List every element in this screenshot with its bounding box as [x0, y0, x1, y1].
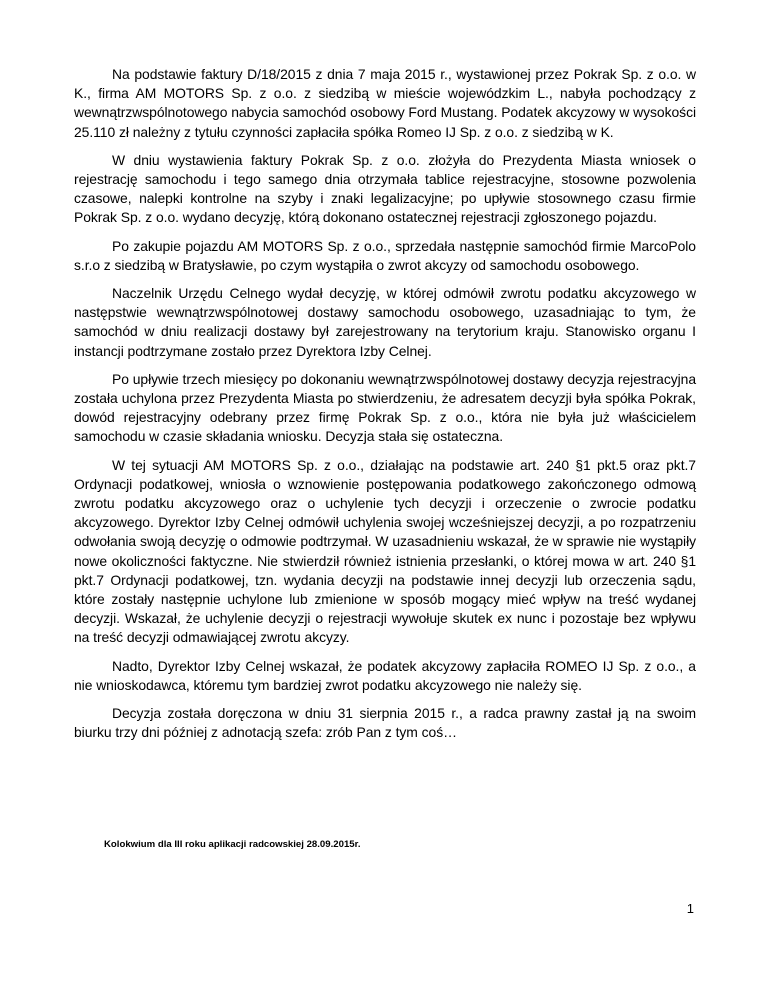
footer-note: Kolokwium dla III roku aplikacji radcowskiej 28.09.2015r.	[104, 839, 361, 850]
page-number: 1	[686, 901, 694, 916]
paragraph-3: Po zakupie pojazdu AM MOTORS Sp. z o.o., sprzedała następnie samochód firmie MarcoPolo s.r.o z siedzibą w Bratysławie, po czym wystąpiła o zwrot akcyzy od samochodu osobowego.	[74, 237, 696, 273]
paragraph-5: Po upływie trzech miesięcy po dokonaniu wewnątrzwspólnotowej dostawy decyzja rejestracyjna została uchylona przez Prezydenta Miasta po stwierdzeniu, że adresatem decyzji była spółka Pokrak, dowód rejestracyjny odebrany przez firmę Pokrak Sp. z o.o., która nie była już właścicielem samochodu w czasie składania wniosku. Decyzja stała się ostateczna.	[74, 370, 696, 445]
paragraph-4: Naczelnik Urzędu Celnego wydał decyzję, w której odmówił zwrotu podatku akcyzowego w następstwie wewnątrzwspólnotowej dostawy samochodu osobowego, uzasadniając to tym, że samochód w dniu realizacji dostawy był zarejestrowany na terytorium kraju. Stanowisko organu I instancji podtrzymane zostało przez Dyrektora Izby Celnej.	[74, 285, 696, 359]
paragraph-7: Nadto, Dyrektor Izby Celnej wskazał, że podatek akcyzowy zapłaciła ROMEO IJ Sp. z o.o., a nie wnioskodawca, któremu tym bardziej zwrot podatku akcyzowego nie należy się.	[74, 657, 696, 693]
document-body	[74, 65, 696, 752]
paragraph-8: Decyzja została doręczona w dniu 31 sierpnia 2015 r., a radca prawny zastał ją na swoim biurku trzy dni później z adnotacją szefa: zrób Pan z tym coś…	[74, 705, 696, 741]
paragraph-1: Na podstawie faktury D/18/2015 z dnia 7 maja 2015 r., wystawionej przez Pokrak Sp. z o.o. w K., firma AM MOTORS Sp. z o.o. z siedzibą w mieście wojewódzkim L., nabyła pochodzący z wewnątrzwspólnotowego nabycia samochód osobowy Ford Mustang. Podatek akcyzowy w wysokości 25.110 zł należny z tytułu czynności zapłaciła spółka Romeo IJ Sp. z o.o. z siedzibą w K.	[74, 66, 696, 140]
paragraph-6: W tej sytuacji AM MOTORS Sp. z o.o., działając na podstawie art. 240 §1 pkt.5 oraz pkt.7 Ordynacji podatkowej, wniosła o wznowienie postępowania podatkowego zakończonego odmową zwrotu podatku akcyzowego oraz o uchylenie tych decyzji i orzeczenie o zwrocie podatku akcyzowego. Dyrektor Izby Celnej odmówił uchylenia swojej wcześniejszej decyzji, a po rozpatrzeniu odwołania swoją decyzję o odmowie podtrzymał. W uzasadnieniu wskazał, że w sprawie nie wystąpiły nowe okoliczności faktyczne. Nie stwierdził również istnienia przesłanki, o której mowa w art. 240 §1 pkt.7 Ordynacji podatkowej, tzn. wydania decyzji na podstawie innej decyzji lub orzeczenia sądu, które zostały następnie uchylone lub zmienione w sposób mogący mieć wpływ na treść wydanej decyzji. Wskazał, że uchylenie decyzji o rejestracji wywołuje skutek ex nunc i pozostaje bez wpływu na treść decyzji odmawiającej zwrotu akcyzy.	[74, 456, 696, 646]
paragraph-2: W dniu wystawienia faktury Pokrak Sp. z o.o. złożyła do Prezydenta Miasta wniosek o rejestrację samochodu i tego samego dnia otrzymała tablice rejestracyjne, stosowne pozwolenia czasowe, nalepki kontrolne na szyby i znaki legalizacyjne; po upływie stosownego czasu firmie Pokrak Sp. z o.o. wydano decyzję, którą dokonano ostatecznej rejestracji zgłoszonego pojazdu.	[74, 151, 696, 226]
